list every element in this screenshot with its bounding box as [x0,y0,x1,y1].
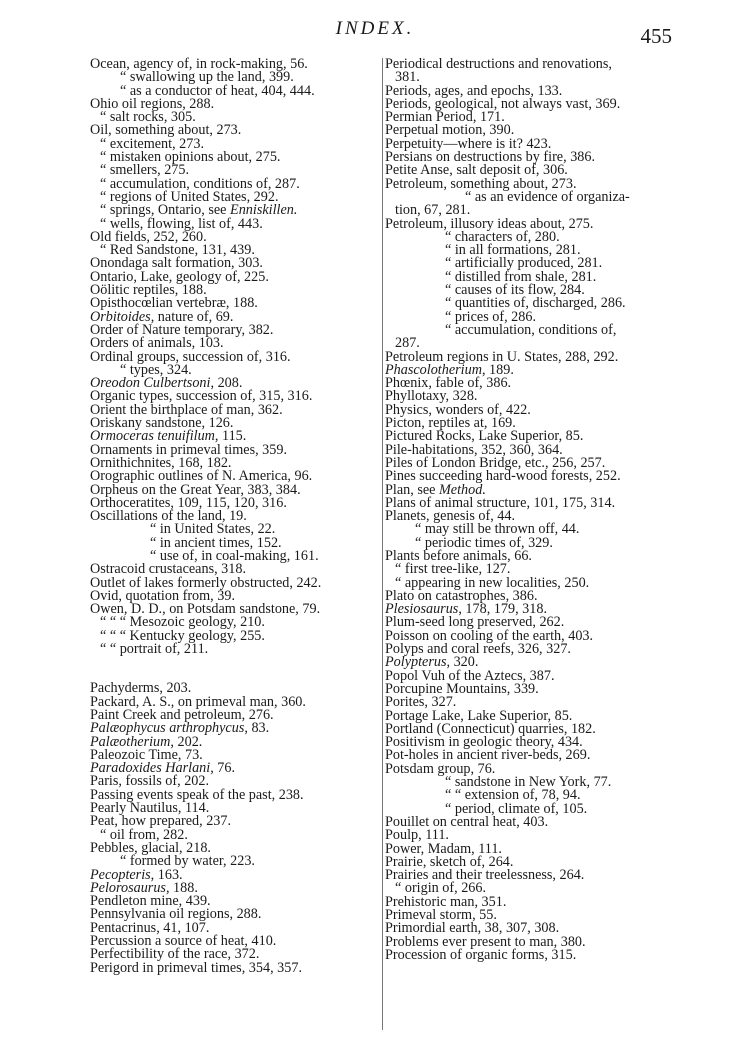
entry-text: Prairie, sketch of, 264. [385,853,514,870]
entry-text: Periodical destructions and renovations, [385,56,612,72]
entry-text: Oölitic reptiles, 188. [90,282,207,299]
entry-text: “ in all formations, 281. [445,242,581,259]
entry-text: Planets, genesis of, 44. [385,508,516,525]
entry-text: Ornaments in primeval times, 359. [90,441,288,458]
entry-text: “ “ “ Kentucky geology, 255. [100,627,265,644]
page-header [0,14,750,48]
index-entry [385,946,675,963]
page-number: 455 [640,24,672,48]
entry-text: , 189. [481,361,514,378]
entry-italic-term: Palæophycus arthrophycus [90,720,245,737]
entry-text: Petroleum, illusory ideas about, 275. [385,215,594,232]
entry-text: Piles of London Bridge, etc., 256, 257. [385,454,606,471]
entry-italic-term: Palæotherium [90,733,171,750]
entry-text: 381. [395,69,420,86]
entry-text: Ovid, quotation from, 39. [90,587,236,604]
entry-italic-term: Polypterus [385,654,447,671]
entry-text: Pebbles, glacial, 218. [90,839,211,856]
entry-text: Orders of animals, 103. [90,335,224,352]
entry-text: Pines succeeding hard-wood forests, 252. [385,468,621,485]
entry-italic-reference: Enniskillen. [230,202,298,219]
entry-text: Ohio oil regions, 288. [90,95,215,112]
entry-text: “ “ portrait of, 211. [100,641,209,658]
entry-text: Popol Vuh of the Aztecs, 387. [385,667,555,684]
entry-text: Orographic outlines of N. America, 96. [90,468,313,485]
entry-italic-term: Orbitoides [90,308,151,325]
entry-text: “ prices of, 286. [445,308,537,325]
entry-text: Packard, A. S., on primeval man, 360. [90,693,306,710]
entry-text: Opisthocœlian vertebræ, 188. [90,295,258,312]
entry-text: Phœnix, fable of, 386. [385,375,512,392]
entry-text: “ “ “ Mesozoic geology, 210. [100,614,265,631]
entry-text: “ quantities of, discharged, 286. [445,295,626,312]
entry-text: “ Red Sandstone, 131, 439. [100,242,255,259]
entry-text: “ causes of its flow, 284. [445,282,585,299]
entry-text: Pentacrinus, 41, 107. [90,919,210,936]
entry-text: “ “ extension of, 78, 94. [445,787,581,804]
entry-text: “ periodic times of, 329. [415,534,553,551]
entry-text: “ accumulation, conditions of, [445,321,617,338]
entry-text: “ in ancient times, 152. [150,534,282,551]
entry-text: Problems ever present to man, 380. [385,933,586,950]
entry-text: “ origin of, 266. [395,880,487,897]
entry-text: Poisson on cooling of the earth, 403. [385,627,594,644]
entry-italic-term: Phascolotherium [385,361,482,378]
entry-text: Oscillations of the land, 19. [90,508,247,525]
entry-text: Ostracoid crustaceans, 318. [90,561,247,578]
entry-text: “ sandstone in New York, 77. [445,774,612,791]
entry-text: Plants before animals, 66. [385,547,532,564]
entry-text: Perpetuity—where is it? 423. [385,135,552,152]
entry-text: Oriskany sandstone, 126. [90,415,234,432]
entry-text: “ formed by water, 223. [120,853,255,870]
entry-text: , 320. [446,654,479,671]
entry-text: “ may still be thrown off, 44. [415,521,580,538]
entry-text: Perfectibility of the race, 372. [90,946,260,963]
entry-text: , 202. [170,733,203,750]
entry-text: Plum-seed long preserved, 262. [385,614,565,631]
entry-text: “ as a conductor of heat, 404, 444. [120,82,315,99]
entry-text: Petroleum regions in U. States, 288, 292. [385,348,619,365]
entry-text: “ artificially produced, 281. [445,255,603,272]
entry-text: Portage Lake, Lake Superior, 85. [385,707,573,724]
index-column-right [382,58,675,1030]
entry-text: Petroleum, something about, 273. [385,175,577,192]
entry-text: Prehistoric man, 351. [385,893,507,910]
entry-text: “ swallowing up the land, 399. [120,69,294,86]
entry-text: “ characters of, 280. [445,228,560,245]
entry-text: Pouillet on central heat, 403. [385,813,549,830]
page-title: INDEX. [335,18,415,39]
entry-text: Pictured Rocks, Lake Superior, 85. [385,428,584,445]
entry-text: Plato on catastrophes, 386. [385,587,538,604]
entry-text: Paleozoic Time, 73. [90,746,203,763]
entry-text: “ springs, Ontario, see [100,202,231,219]
entry-text: Orient the birthplace of man, 362. [90,401,283,418]
entry-text: Portland (Connecticut) quarries, 182. [385,720,596,737]
index-entry [90,643,370,656]
entry-text: Physics, wonders of, 422. [385,401,531,418]
entry-text: Pennsylvania oil regions, 288. [90,906,262,923]
entry-text: Plans of animal structure, 101, 175, 314. [385,494,616,511]
entry-text: Petite Anse, salt deposit of, 306. [385,162,568,179]
entry-text: Orpheus on the Great Year, 383, 384. [90,481,301,498]
entry-text: “ smellers, 275. [100,162,190,179]
entry-text: Oil, something about, 273. [90,122,242,139]
entry-text: , 115. [214,428,247,445]
entry-text: “ in United States, 22. [150,521,276,538]
entry-text: “ first tree-like, 127. [395,561,511,578]
entry-text: Power, Madam, 111. [385,840,502,857]
index-column-left [90,58,370,975]
entry-text: 287. [395,335,420,352]
entry-text: “ regions of United States, 292. [100,188,279,205]
entry-text: Procession of organic forms, 315. [385,946,577,963]
entry-text: Onondaga salt formation, 303. [90,255,263,272]
entry-text: “ wells, flowing, list of, 443. [100,215,263,232]
entry-text: Picton, reptiles at, 169. [385,415,516,432]
entry-text: Plan, see [385,481,439,498]
entry-text: Outlet of lakes formerly obstructed, 242. [90,574,322,591]
entry-text: Phyllotaxy, 328. [385,388,478,405]
entry-text: Organic types, succession of, 315, 316. [90,388,313,405]
entry-text: Persians on destructions by fire, 386. [385,149,596,166]
entry-text: Polyps and coral reefs, 326, 327. [385,641,571,658]
entry-text: “ use of, in coal-making, 161. [150,547,319,564]
entry-text: “ excitement, 273. [100,135,205,152]
entry-italic-term: Oreodon Culbertsoni [90,375,211,392]
entry-text: Perpetual motion, 390. [385,122,515,139]
entry-text: , nature of, 69. [150,308,234,325]
entry-text: Ordinal groups, succession of, 316. [90,348,291,365]
entry-text: Ontario, Lake, geology of, 225. [90,268,269,285]
entry-text: Perigord in primeval times, 354, 357. [90,959,302,976]
entry-text: Pot-holes in ancient river-beds, 269. [385,747,591,764]
entry-text: Ornithichnites, 168, 182. [90,454,232,471]
entry-text: Prairies and their treelessness, 264. [385,867,585,884]
entry-text: Positivism in geologic theory, 434. [385,734,583,751]
entry-text: Poulp, 111. [385,827,449,844]
entry-text: Periods, geological, not always vast, 369. [385,95,621,112]
entry-text: , 178, 179, 318. [458,601,547,618]
entry-text: “ period, climate of, 105. [445,800,588,817]
entry-text: Primeval storm, 55. [385,907,497,923]
index-entry [385,321,675,338]
entry-text: “ accumulation, conditions of, 287. [100,175,300,192]
entry-text: “ types, 324. [120,361,192,378]
entry-italic-term: Pecopteris [90,866,151,883]
index-entry [90,959,370,976]
entry-text: Passing events speak of the past, 238. [90,786,304,803]
entry-italic-term: Paradoxides Harlani [90,760,211,777]
entry-text: Order of Nature temporary, 382. [90,321,274,338]
index-entry [385,58,675,71]
entry-text: tion, 67, 281. [395,202,471,219]
entry-text: Potsdam group, 76. [385,760,496,777]
entry-text: Peat, how prepared, 237. [90,813,232,830]
entry-text: Pendleton mine, 439. [90,893,211,910]
entry-text: Permian Period, 171. [385,109,505,126]
entry-text: Paris, fossils of, 202. [90,773,210,790]
entry-text: “ salt rocks, 305. [100,109,196,126]
entry-italic-term: Pelorosaurus [90,879,166,896]
entry-italic-term: Plesiosaurus [385,601,459,618]
entry-text: Paint Creek and petroleum, 276. [90,706,274,723]
entry-text: “ oil from, 282. [100,826,188,843]
entry-text: Periods, ages, and epochs, 133. [385,82,563,99]
section-gap [90,656,370,682]
entry-text: Owen, D. D., on Potsdam sandstone, 79. [90,601,321,618]
entry-italic-reference: Method. [438,481,486,498]
entry-text: , 188. [165,879,198,896]
entry-text: “ as an evidence of organiza- [465,188,630,205]
entry-text: Orthoceratites, 109, 115, 120, 316. [90,494,287,511]
entry-text: “ mistaken opinions about, 275. [100,149,281,166]
entry-text: Pearly Nautilus, 114. [90,800,210,817]
entry-text: “ appearing in new localities, 250. [395,574,590,591]
entry-text: Pile-habitations, 352, 360, 364. [385,441,563,458]
entry-text: Porcupine Mountains, 339. [385,680,539,697]
entry-italic-term: Ormoceras tenuifilum [90,428,215,445]
entry-text: , 83. [244,720,270,737]
entry-text: , 208. [210,375,243,392]
entry-text: Pachyderms, 203. [90,680,192,697]
entry-text: Ocean, agency of, in rock-making, 56. [90,56,308,72]
entry-text: Porites, 327. [385,694,457,711]
entry-text: Percussion a source of heat, 410. [90,933,277,949]
entry-text: , 76. [210,760,236,777]
entry-text: Old fields, 252, 260. [90,228,207,245]
entry-text: Primordial earth, 38, 307, 308. [385,920,560,937]
entry-text: “ distilled from shale, 281. [445,268,597,285]
entry-text: , 163. [150,866,183,883]
